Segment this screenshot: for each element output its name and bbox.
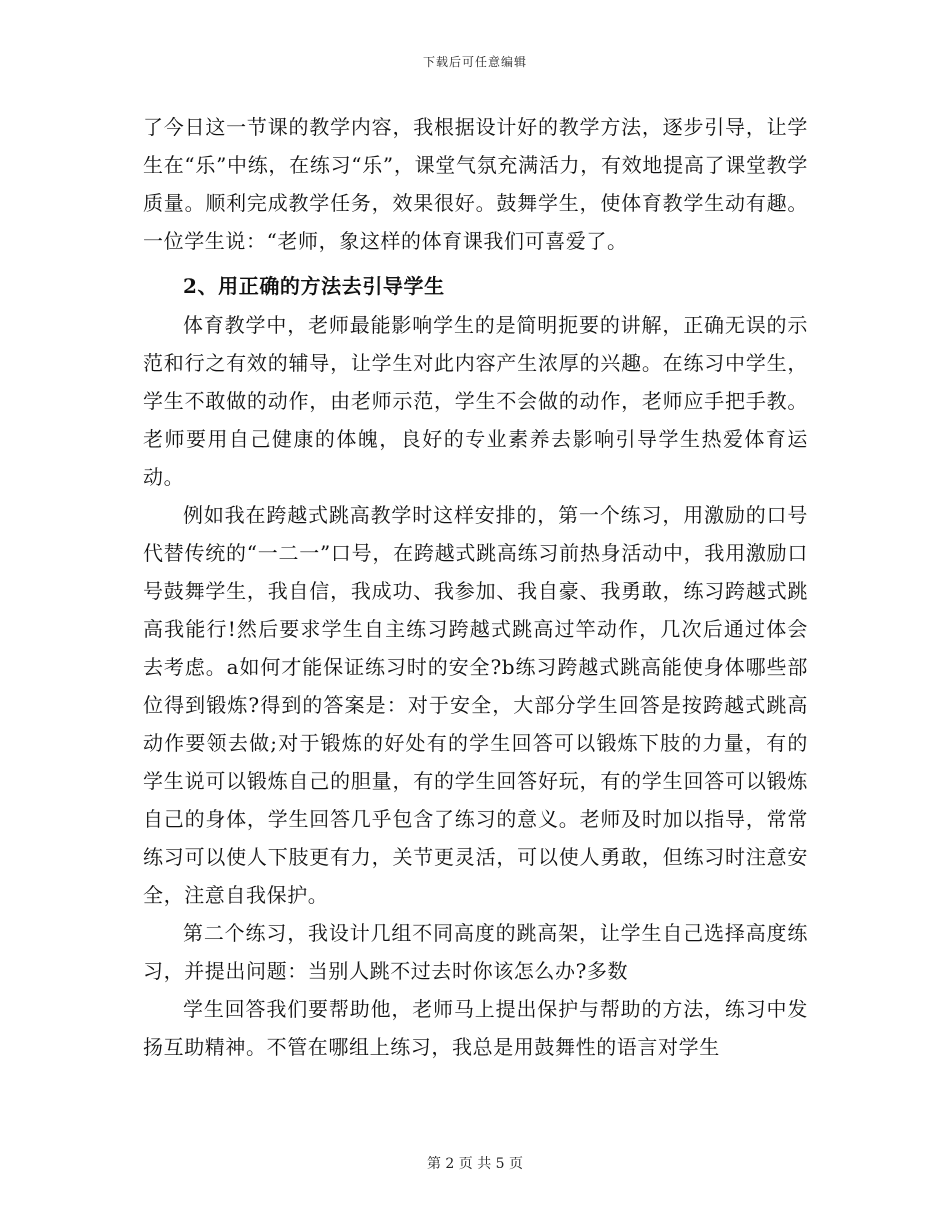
paragraph-continuation: 了今日这一节课的教学内容，我根据设计好的教学方法，逐步引导，让学生在“乐”中练，在练习“乐”，课堂气氛充满活力，有效地提高了课堂教学质量。顺利完成教学任务，效果很好。鼓舞学生，使体育教学生动有趣。一位学生说：“老师，象这样的体育课我们可喜爱了。 [143, 115, 808, 253]
paragraph: 学生回答我们要帮助他，老师马上提出保护与帮助的方法，练习中发扬互助精神。不管在哪组上练习，我总是用鼓舞性的语言对学生 [143, 997, 808, 1059]
paragraph: 体育教学中，老师最能影响学生的是简明扼要的讲解，正确无误的示范和行之有效的辅导，让学生对此内容产生浓厚的兴趣。在练习中学生，学生不敢做的动作，由老师示范，学生不会做的动作，老师应手把手教。老师要用自己健康的体魄，良好的专业素养去影响引导学生热爱体育运动。 [143, 313, 808, 489]
paragraph: 第二个练习，我设计几组不同高度的跳高架，让学生自己选择高度练习，并提出问题：当别人跳不过去时你该怎么办?多数 [143, 921, 808, 983]
section-heading: 2、用正确的方法去引导学生 [183, 274, 445, 298]
paragraph: 例如我在跨越式跳高教学时这样安排的，第一个练习，用激励的口号代替传统的“一二一”口号，在跨越式跳高练习前热身活动中，我用激励口号鼓舞学生，我自信，我成功、我参加、我自豪、我勇敢，练习跨越式跳高我能行!然后要求学生自主练习跨越式跳高过竿动作，几次后通过体会去考虑。a如何才能保证练习时的安全?b练习跨越式跳高能使身体哪些部位得到锻炼?得到的答案是：对于安全，大部分学生回答是按跨越式跳高动作要领去做;对于锻炼的好处有的学生回答可以锻炼下肢的力量，有的学生说可以锻炼自己的胆量，有的学生回答好玩，有的学生回答可以锻炼自己的身体，学生回答几乎包含了练习的意义。老师及时加以指导，常常练习可以使人下肢更有力，关节更灵活，可以使人勇敢，但练习时注意安全，注意自我保护。 [143, 503, 809, 907]
page-number: 第 2 页 共 5 页 [426, 1156, 524, 1172]
page-header-note: 下载后可任意编辑 [422, 55, 527, 69]
document-body [143, 108, 808, 1066]
